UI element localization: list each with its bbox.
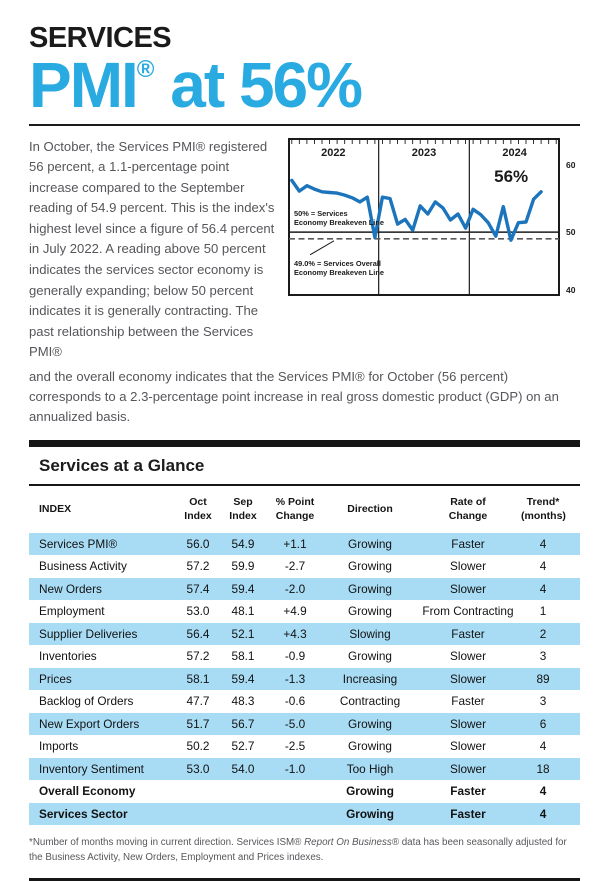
- table-cell: Growing: [348, 649, 392, 664]
- table-cell: Slower: [449, 649, 487, 664]
- table-cell: 59.4: [231, 671, 255, 686]
- table-cell: Slowing: [349, 626, 391, 641]
- table-cell: 51.7: [186, 716, 210, 731]
- table-cell: New Orders: [39, 581, 102, 596]
- table-cell: 53.0: [186, 761, 210, 776]
- chart-container: [288, 138, 580, 305]
- table-cell: 4: [539, 536, 547, 551]
- table-cell: Slower: [449, 559, 487, 574]
- table-cell: Services PMI®: [39, 536, 118, 551]
- table-cell: New Export Orders: [39, 716, 140, 731]
- table-cell: 3: [539, 694, 547, 709]
- table-cell: 52.1: [231, 626, 255, 641]
- table-cell: -5.0: [284, 716, 306, 731]
- table-cell: 57.2: [186, 559, 210, 574]
- table-cell: Contracting: [339, 694, 401, 709]
- table-cell: 57.4: [186, 581, 210, 596]
- table-cell: 4: [539, 739, 547, 754]
- table-cell: +1.1: [283, 536, 307, 551]
- table-cell: 59.9: [231, 559, 255, 574]
- table-cell: -1.3: [284, 671, 306, 686]
- table-row: [29, 600, 580, 623]
- table-cell: Growing: [348, 581, 392, 596]
- table-cell: Growing: [348, 604, 392, 619]
- table-cell: 52.7: [231, 739, 255, 754]
- table-cell: Business Activity: [39, 559, 127, 574]
- table-cell: Inventories: [39, 649, 97, 664]
- table-cell: Employment: [39, 604, 105, 619]
- table-cell: 59.4: [231, 581, 255, 596]
- table-cell: Prices: [39, 671, 72, 686]
- table-cell: -0.9: [284, 649, 306, 664]
- table-cell: -0.6: [284, 694, 306, 709]
- table-row: [29, 578, 580, 601]
- table-cell: 54.9: [231, 536, 255, 551]
- y-axis-label: 40: [566, 284, 576, 295]
- table-cell: +4.3: [283, 626, 307, 641]
- table-row: [29, 803, 580, 826]
- breakeven-49-label: 49.0% = Services Overall: [294, 258, 381, 268]
- section-kicker: SERVICES: [29, 22, 172, 54]
- table-cell: Growing: [348, 739, 392, 754]
- pointer-line: [310, 241, 334, 255]
- glance-table: [29, 533, 580, 826]
- table-cell: 3: [539, 649, 547, 664]
- table-cell: 50.2: [186, 739, 210, 754]
- table-cell: 48.1: [231, 604, 255, 619]
- glance-section-title: Services at a Glance: [39, 455, 205, 475]
- pmi-chart: [288, 138, 580, 300]
- table-cell: 2: [539, 626, 547, 641]
- column-header-rate: Rate of Change: [448, 495, 488, 522]
- table-cell: Faster: [450, 784, 486, 799]
- column-header-oct: Oct Index: [184, 495, 212, 522]
- table-cell: From Contracting: [422, 604, 514, 619]
- latest-value-annotation: 56%: [494, 166, 529, 186]
- table-cell: Growing: [348, 716, 392, 731]
- footnote: *Number of months moving in current direction. Services ISM® Report On Business® data has been seasonally adjusted for the Business Activity, New Orders, Employment and Prices indexes.: [29, 837, 567, 863]
- column-header-sep: Sep Index: [229, 495, 257, 522]
- table-row: [29, 735, 580, 758]
- table-cell: 54.0: [231, 761, 255, 776]
- table-cell: -1.0: [284, 761, 306, 776]
- table-cell: 57.2: [186, 649, 210, 664]
- table-cell: 56.7: [231, 716, 255, 731]
- table-cell: Increasing: [342, 671, 398, 686]
- table-cell: Faster: [451, 536, 485, 551]
- table-row: [29, 758, 580, 781]
- table-cell: 1: [539, 604, 547, 619]
- table-row: [29, 533, 580, 556]
- title-pmi: PMI: [29, 49, 137, 121]
- table-cell: Growing: [346, 784, 394, 799]
- table-cell: Slower: [449, 761, 487, 776]
- y-axis-label: 50: [566, 226, 576, 237]
- year-label: 2022: [321, 146, 346, 159]
- table-cell: Inventory Sentiment: [39, 761, 144, 776]
- report-page: [0, 22, 609, 863]
- table-row: [29, 668, 580, 691]
- table-cell: 48.3: [231, 694, 255, 709]
- table-cell: Faster: [450, 806, 486, 821]
- breakeven-50-label: Economy Breakeven Line: [294, 217, 384, 227]
- title-suffix: at 56%: [154, 49, 362, 121]
- table-cell: +4.9: [283, 604, 307, 619]
- table-header-row: [29, 486, 580, 533]
- table-cell: -2.7: [284, 559, 306, 574]
- glance-top-bar: [29, 440, 580, 447]
- table-cell: Faster: [451, 626, 485, 641]
- page-title: [29, 49, 580, 121]
- table-cell: 4: [539, 806, 547, 821]
- table-cell: 56.4: [186, 626, 210, 641]
- year-label: 2024: [502, 146, 527, 159]
- table-cell: 4: [539, 784, 547, 799]
- table-cell: Supplier Deliveries: [39, 626, 138, 641]
- table-cell: Backlog of Orders: [39, 694, 134, 709]
- table-cell: Growing: [348, 559, 392, 574]
- table-cell: 6: [539, 716, 547, 731]
- table-row: [29, 780, 580, 803]
- table-cell: 58.1: [186, 671, 210, 686]
- table-cell: 58.1: [231, 649, 255, 664]
- intro-paragraph: In October, the Services PMI® registered 56 percent, a 1.1-percentage point increase compared to the September reading of 54.9 percent. This is the index's highest level since a figure of 56.4 percent in July 2022. A reading above 50 percent indicates the services sector economy is generally expanding; below 50 percent indicates it is generally contracting. The past relationship between the Services PMI®: [29, 138, 275, 360]
- column-header-trend: Trend* (months): [521, 495, 566, 522]
- year-label: 2023: [411, 146, 437, 159]
- table-cell: 4: [539, 581, 547, 596]
- breakeven-50-label: 50% = Services: [294, 208, 348, 218]
- table-cell: Slower: [449, 739, 487, 754]
- table-row: [29, 623, 580, 646]
- table-cell: 56.0: [186, 536, 210, 551]
- table-cell: Slower: [449, 716, 487, 731]
- table-cell: Slower: [449, 581, 487, 596]
- table-cell: 53.0: [186, 604, 210, 619]
- table-cell: Imports: [39, 739, 79, 754]
- intro-paragraph-continued: and the overall economy indicates that the Services PMI® for October (56 percent) corresponds to a 2.3-percentage point increase in real gross domestic product (GDP) on an annualized basis.: [29, 368, 559, 425]
- column-header-direction: Direction: [347, 502, 393, 515]
- table-row: [29, 713, 580, 736]
- table-cell: Slower: [449, 671, 487, 686]
- breakeven-49-label: Economy Breakeven Line: [294, 267, 384, 277]
- table-cell: 89: [536, 671, 550, 686]
- table-row: [29, 645, 580, 668]
- table-cell: Overall Economy: [39, 784, 136, 799]
- table-cell: Too High: [346, 761, 394, 776]
- table-cell: Growing: [346, 806, 394, 821]
- header-divider: [29, 124, 580, 126]
- column-header-change: % Point Change: [275, 495, 315, 522]
- intro-section: [29, 137, 580, 363]
- table-cell: 18: [536, 761, 550, 776]
- table-cell: 47.7: [186, 694, 210, 709]
- table-cell: Faster: [451, 694, 485, 709]
- table-cell: Services Sector: [39, 806, 128, 821]
- registered-mark: ®: [136, 56, 155, 83]
- table-row: [29, 555, 580, 578]
- y-axis-label: 60: [566, 159, 576, 170]
- table-cell: -2.0: [284, 581, 306, 596]
- table-cell: 4: [539, 559, 547, 574]
- table-row: [29, 690, 580, 713]
- column-header-index: INDEX: [39, 502, 72, 515]
- table-cell: -2.5: [284, 739, 306, 754]
- table-cell: Growing: [348, 536, 392, 551]
